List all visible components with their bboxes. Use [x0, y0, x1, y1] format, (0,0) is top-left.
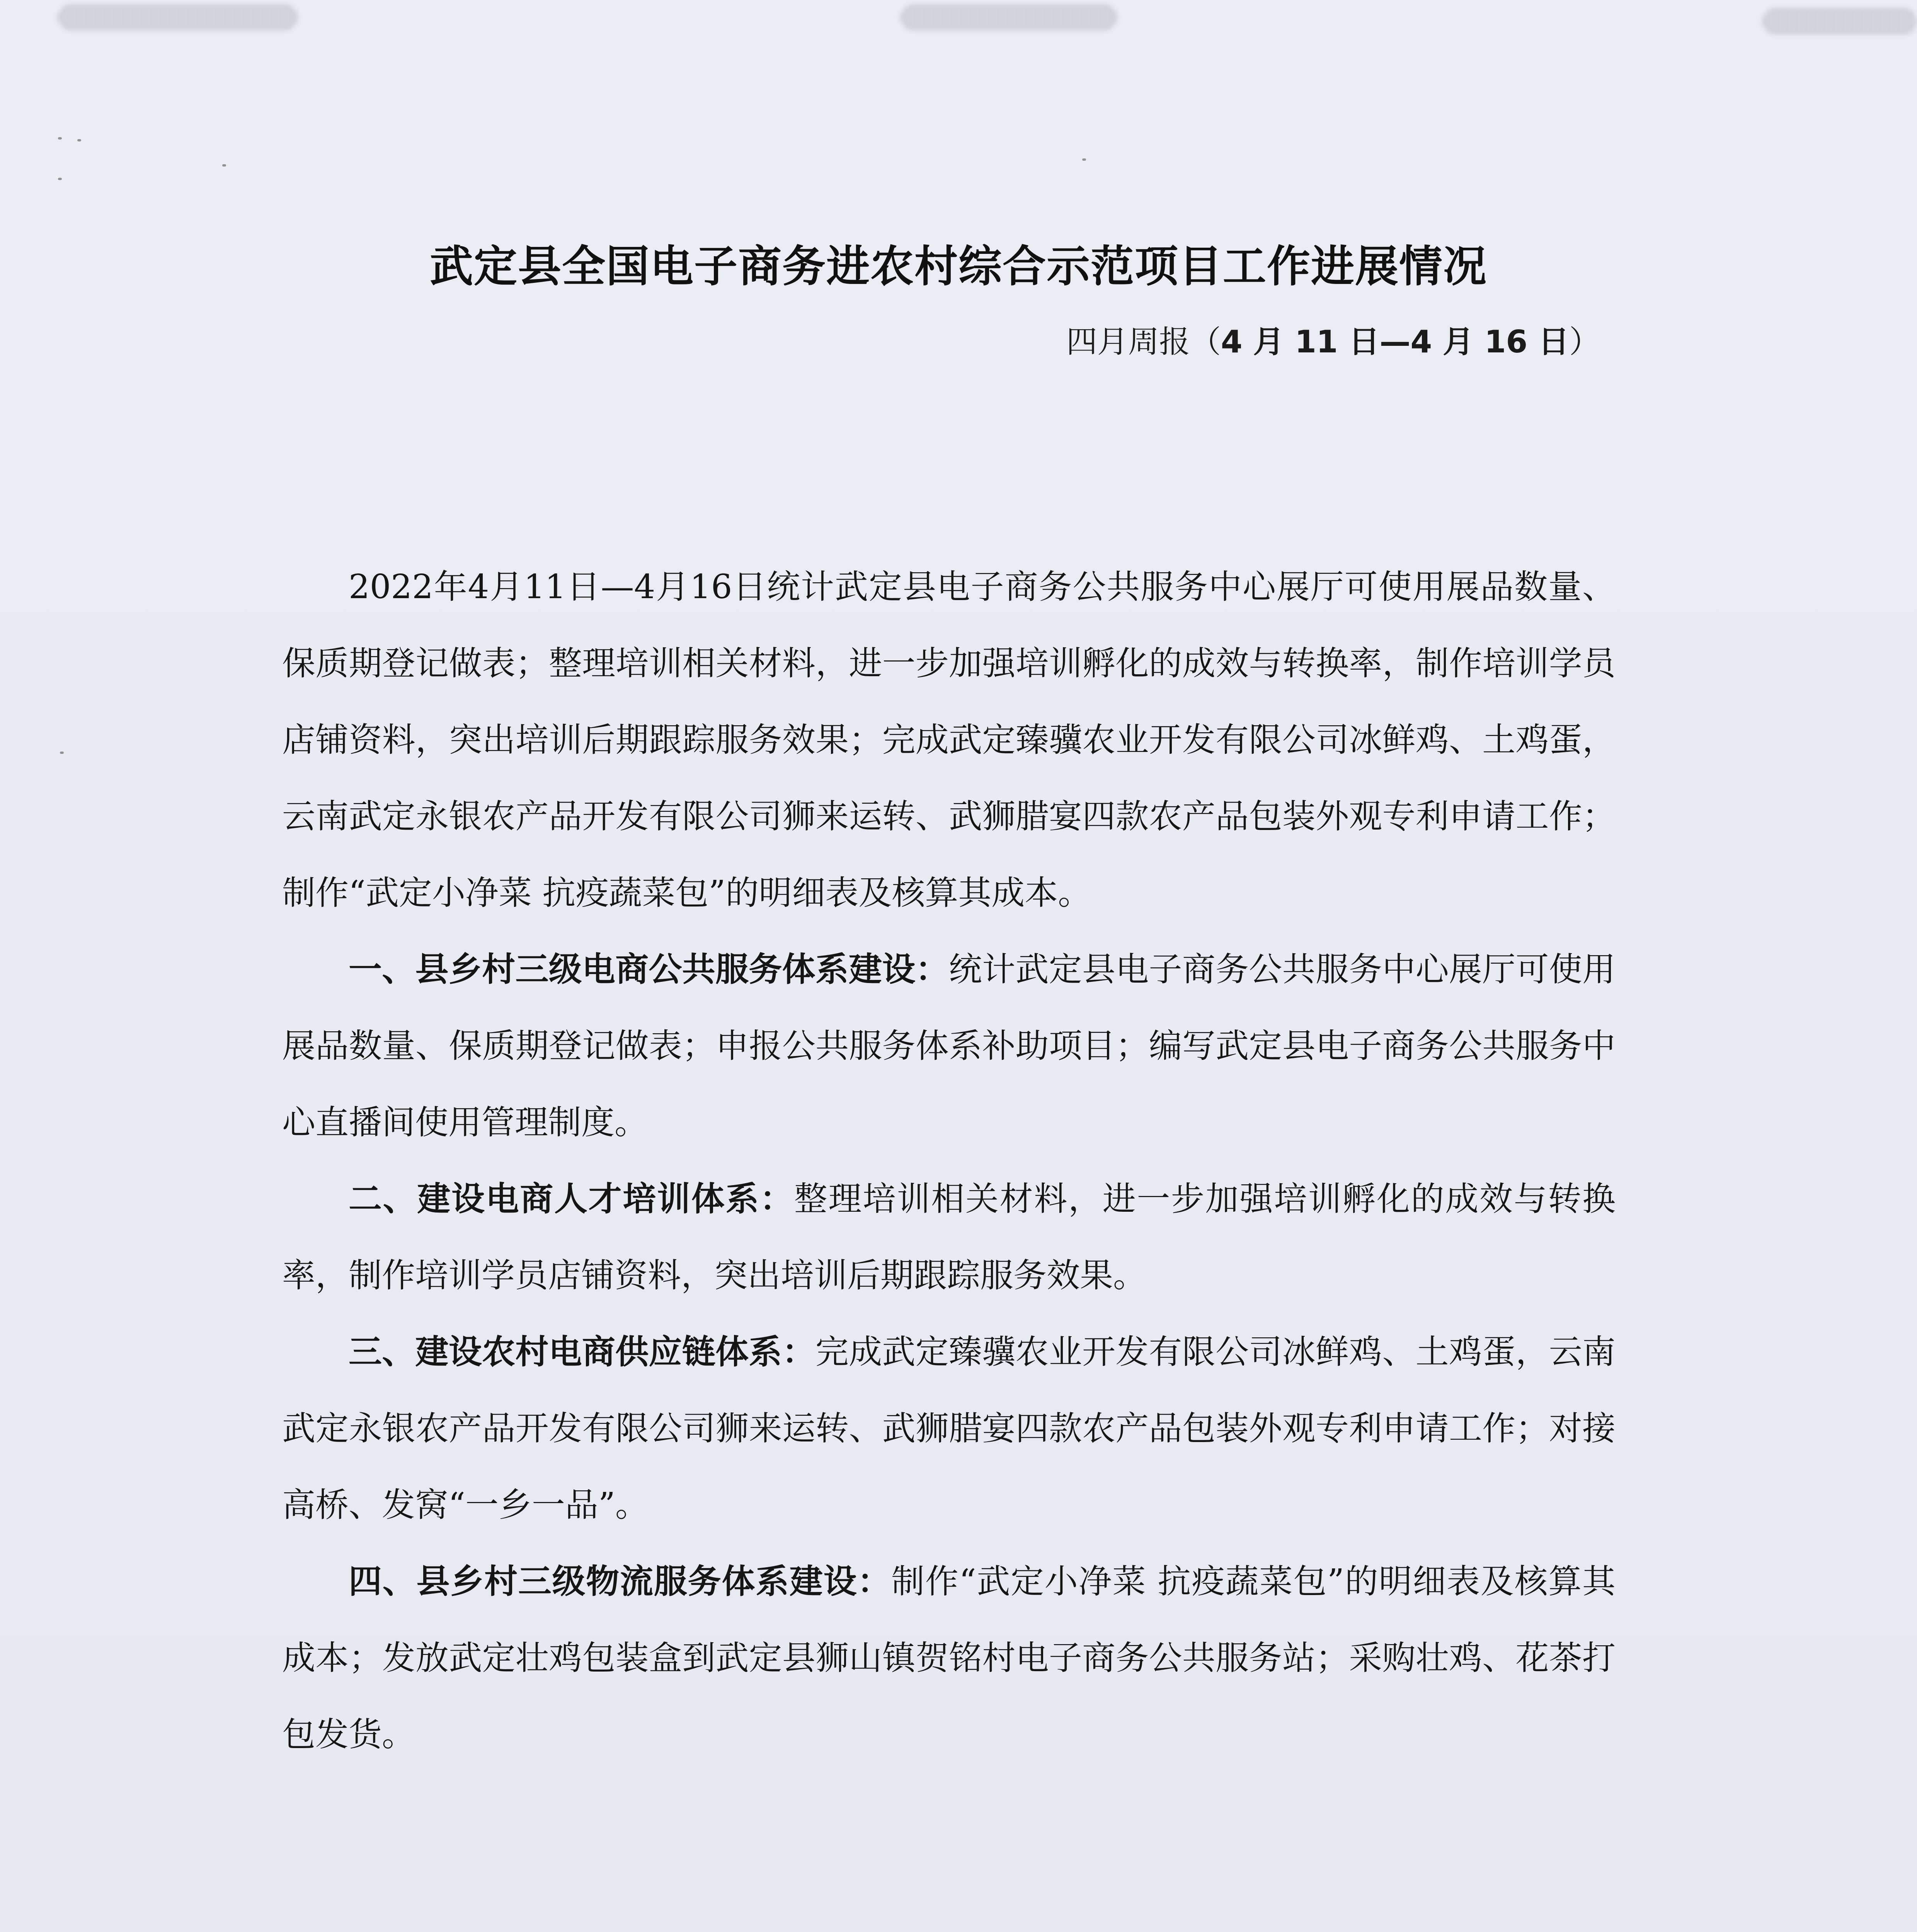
- document-subtitle: [1066, 321, 1600, 363]
- subtitle-prefix: 四月周报（: [1066, 324, 1221, 360]
- section-heading: 三、建设农村电商供应链体系：: [349, 1333, 815, 1371]
- scan-speck: [58, 137, 62, 139]
- scan-speck: [222, 164, 226, 167]
- section-text: 整理培训相关材料，进一步加强培训孵化的成效与转换率，制作培训学员店铺资料，突出培训后期跟踪服务效果。: [282, 1180, 1616, 1295]
- section-heading: 四、县乡村三级物流服务体系建设：: [349, 1562, 892, 1601]
- scan-smudge: [901, 4, 1117, 31]
- scan-speck: [1082, 158, 1086, 161]
- document-title: 武定县全国电子商务进农村综合示范项目工作进展情况: [430, 242, 1487, 292]
- scan-speck: [77, 139, 81, 141]
- subtitle-date-range: 4 月 11 日—4 月 16 日: [1221, 324, 1569, 360]
- section-heading: 二、建设电商人才培训体系：: [349, 1180, 794, 1218]
- section-paragraph: [282, 1314, 1616, 1543]
- section-heading: 一、县乡村三级电商公共服务体系建设：: [349, 950, 949, 989]
- scan-smudge: [1762, 8, 1917, 35]
- section-text: 统计武定县电子商务公共服务中心展厅可使用展品数量、保质期登记做表；申报公共服务体系补助项目；编写武定县电子商务公共服务中心直播间使用管理制度。: [282, 950, 1616, 1142]
- scan-speck: [58, 178, 62, 180]
- summary-paragraph: 2022年4月11日—4月16日统计武定县电子商务公共服务中心展厅可使用展品数量、保质期登记做表；整理培训相关材料，进一步加强培训孵化的成效与转换率，制作培训学员店铺资料，突出培训后期跟踪服务效果；完成武定臻骥农业开发有限公司冰鲜鸡、土鸡蛋，云南武定永银农产品开发有限公司狮来运转、武狮腊宴四款农产品包装外观专利申请工作；制作“武定小净菜 抗疫蔬菜包”的明细表及核算其成本。: [282, 568, 1616, 912]
- section-paragraph: [282, 931, 1616, 1161]
- section-paragraph: [282, 1161, 1616, 1314]
- section-text: 完成武定臻骥农业开发有限公司冰鲜鸡、土鸡蛋，云南武定永银农产品开发有限公司狮来运转、武狮腊宴四款农产品包装外观专利申请工作；对接高桥、发窝“一乡一品”。: [282, 1333, 1616, 1524]
- subtitle-suffix: ）: [1569, 324, 1600, 360]
- section-text: 制作“武定小净菜 抗疫蔬菜包”的明细表及核算其成本；发放武定壮鸡包装盒到武定县狮山镇贺铭村电子商务公共服务站；采购壮鸡、花茶打包发货。: [282, 1562, 1616, 1754]
- scan-speck: [60, 752, 64, 754]
- document-body: [282, 549, 1616, 1773]
- section-paragraph: [282, 1543, 1616, 1773]
- scan-smudge: [58, 4, 298, 31]
